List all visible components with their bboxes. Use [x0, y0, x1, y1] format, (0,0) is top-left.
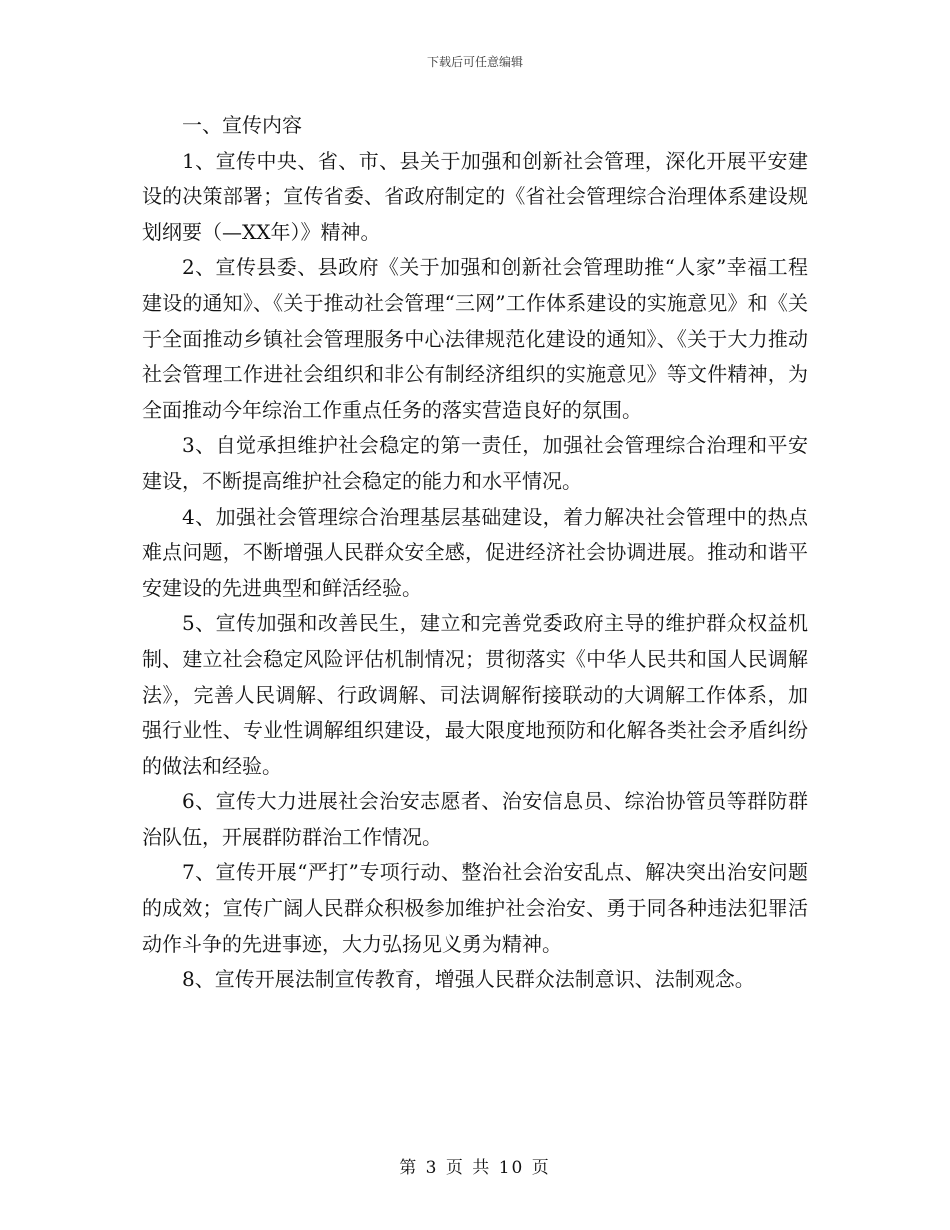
paragraph-4: 4、加强社会管理综合治理基层基础建设，着力解决社会管理中的热点难点问题，不断增强人民群众安全感，促进经济社会协调进展。推动和谐平安建设的先进典型和鲜活经验。: [142, 504, 808, 600]
page-header: 下载后可任意编辑: [426, 55, 523, 69]
paragraph-7: 7、宣传开展“严打”专项行动、整治社会治安乱点、解决突出治安问题的成效；宣传广阔人民群众积极参加维护社会治安、勇于同各种违法犯罪活动作斗争的先进事迹，大力弘扬见义勇为精神。: [142, 860, 808, 956]
paragraph-3: 3、自觉承担维护社会稳定的第一责任，加强社会管理综合治理和平安建设，不断提高维护社会稳定的能力和水平情况。: [142, 433, 808, 493]
page-number: 第 3 页 共 10 页: [399, 1158, 551, 1178]
paragraph-2: 2、宣传县委、县政府《关于加强和创新社会管理助推“人家”幸福工程建设的通知》、《关于推动社会管理“三网”工作体系建设的实施意见》和《关于全面推动乡镇社会管理服务中心法律规范化建设的通知》、《关于大力推动社会管理工作进社会组织和非公有制经济组织的实施意见》等文件精神，为全面推动今年综治工作重点任务的落实营造良好的氛围。: [142, 255, 808, 422]
section-title: 一、宣传内容: [182, 113, 302, 137]
paragraph-5: 5、宣传加强和改善民生，建立和完善党委政府主导的维护群众权益机制、建立社会稳定风险评估机制情况；贯彻落实《中华人民共和国人民调解法》，完善人民调解、行政调解、司法调解衔接联动的大调解工作体系，加强行业性、专业性调解组织建设，最大限度地预防和化解各类社会矛盾纠纷的做法和经验。: [142, 611, 808, 778]
paragraph-1: 1、宣传中央、省、市、县关于加强和创新社会管理，深化开展平安建设的决策部署；宣传省委、省政府制定的《省社会管理综合治理体系建设规划纲要（—XX年）》精神。: [142, 148, 808, 244]
paragraph-6: 6、宣传大力进展社会治安志愿者、治安信息员、综治协管员等群防群治队伍，开展群防群治工作情况。: [142, 789, 808, 849]
document-body: [142, 108, 808, 998]
paragraph-8: 8、宣传开展法制宣传教育，增强人民群众法制意识、法制观念。: [182, 967, 755, 992]
